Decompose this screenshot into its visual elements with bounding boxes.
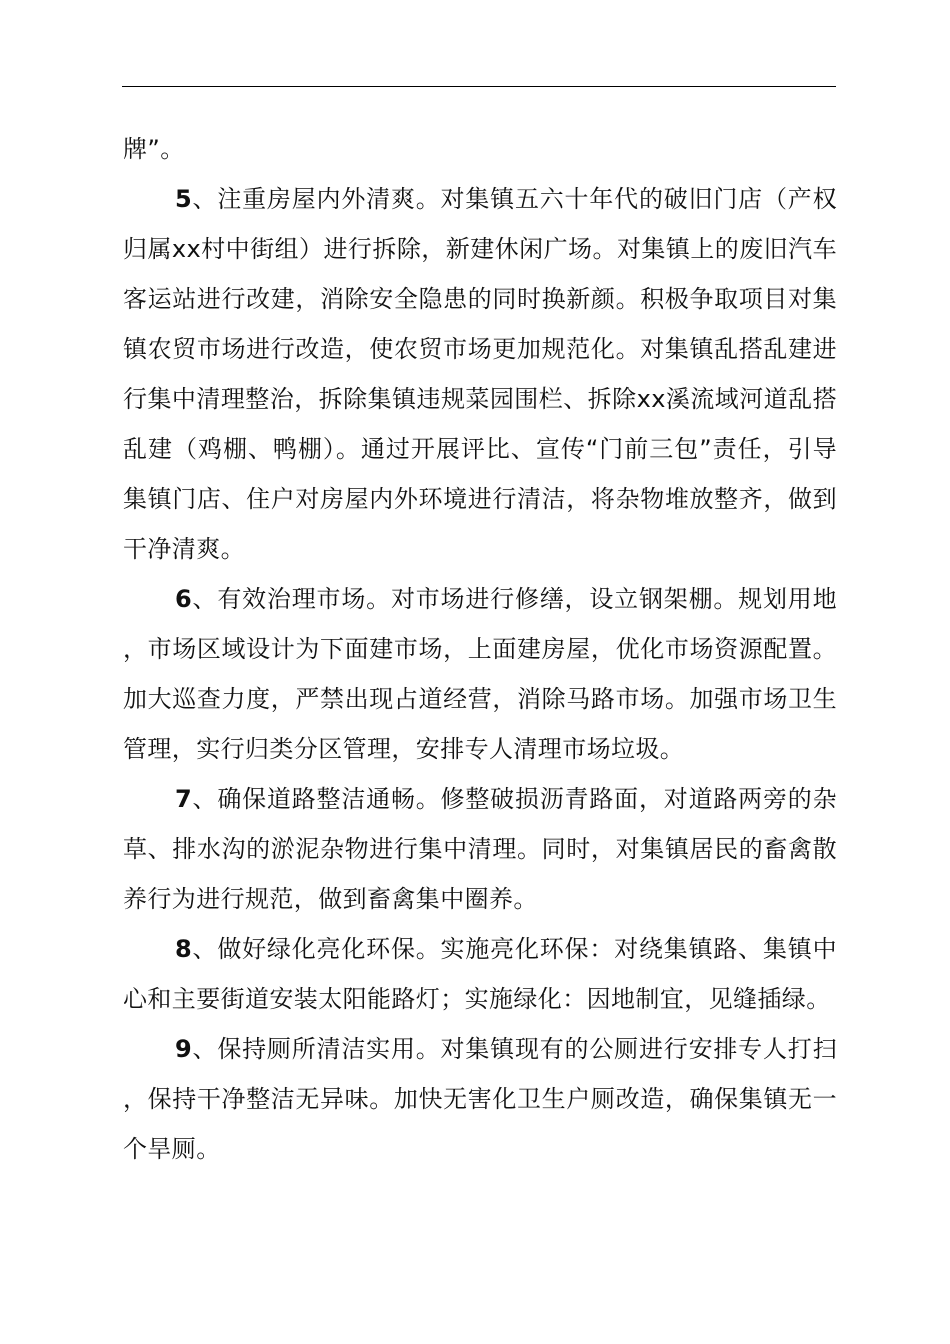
section-8-number: 8 <box>175 935 193 963</box>
section-6-number: 6 <box>175 585 193 613</box>
section-8-text: 、做好绿化亮化环保。实施亮化环保：对绕集镇路、集镇中心和主要街道安装太阳能路灯；实施绿化：因地制宜，见缝插绿。 <box>123 935 837 1013</box>
section-7-paragraph <box>123 774 837 924</box>
section-8-paragraph <box>123 924 837 1024</box>
section-6-paragraph <box>123 574 837 774</box>
section-9-paragraph <box>123 1024 837 1174</box>
section-5-paragraph <box>123 174 837 574</box>
section-9-number: 9 <box>175 1035 193 1063</box>
section-7-text: 、确保道路整洁通畅。修整破损沥青路面，对道路两旁的杂草、排水沟的淤泥杂物进行集中清理。同时，对集镇居民的畜禽散养行为进行规范，做到畜禽集中圈养。 <box>123 785 837 913</box>
continuation-paragraph <box>123 124 837 174</box>
document-body <box>123 124 837 1174</box>
section-5-text: 、注重房屋内外清爽。对集镇五六十年代的破旧门店（产权归属xx村中街组）进行拆除，新建休闲广场。对集镇上的废旧汽车客运站进行改建，消除安全隐患的同时换新颜。积极争取项目对集镇农贸市场进行改造，使农贸市场更加规范化。对集镇乱搭乱建进行集中清理整治，拆除集镇违规菜园围栏、拆除xx溪流域河道乱搭乱建（鸡棚、鸭棚）。通过开展评比、宣传“门前三包”责任，引导集镇门店、住户对房屋内外环境进行清洁，将杂物堆放整齐，做到干净清爽。 <box>123 185 837 563</box>
continuation-text: 牌”。 <box>123 135 185 163</box>
header-rule <box>122 86 836 87</box>
section-9-text: 、保持厕所清洁实用。对集镇现有的公厕进行安排专人打扫，保持干净整洁无异味。加快无害化卫生户厕改造，确保集镇无一个旱厕。 <box>123 1035 837 1163</box>
section-7-number: 7 <box>175 785 193 813</box>
section-6-text: 、有效治理市场。对市场进行修缮，设立钢架棚。规划用地，市场区域设计为下面建市场，上面建房屋，优化市场资源配置。加大巡查力度，严禁出现占道经营，消除马路市场。加强市场卫生管理，实行归类分区管理，安排专人清理市场垃圾。 <box>123 585 837 763</box>
section-5-number: 5 <box>175 185 193 213</box>
